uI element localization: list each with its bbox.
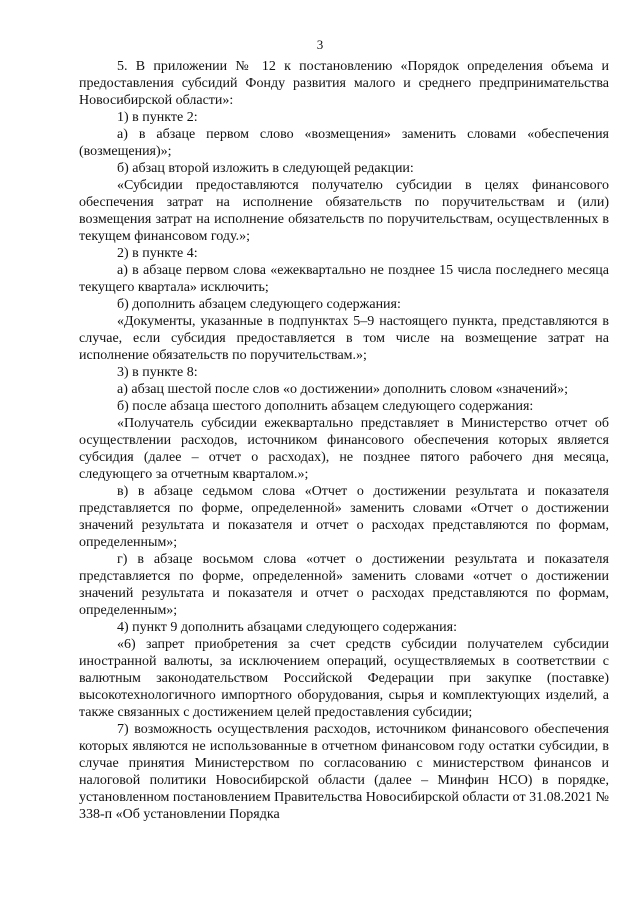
paragraph-point-1-a: а) в абзаце первом слово «возмещения» заменить словами «обеспечения (возмещения)»;	[79, 127, 609, 159]
paragraph-quote-documents: «Документы, указанные в подпунктах 5–9 настоящего пункта, представляются в случае, если субсидия предоставляется в том числе на возмещение затрат на исполнение обязательств по поручительствам.»;	[79, 314, 609, 363]
paragraph-quote-recipient-report: «Получатель субсидии ежеквартально представляет в Министерство отчет об осуществлении расходов, источником финансового обеспечения которых является субсидия (далее – отчет о расходах), не позднее пятого рабочего дня месяца, следующего за отчетным кварталом.»;	[79, 416, 609, 482]
paragraph-point-3-a: а) абзац шестой после слов «о достижении» дополнить словом «значений»;	[117, 382, 568, 397]
paragraph-point-2: 2) в пункте 4:	[117, 246, 198, 261]
paragraph-item-5-intro: 5. В приложении № 12 к постановлению «Порядок определения объема и предоставления субсидий Фонду развития малого и среднего предпринимательства Новосибирской области»:	[79, 59, 609, 108]
paragraph-point-2-a: а) в абзаце первом слова «ежеквартально не позднее 15 числа последнего месяца текущего квартала» исключить;	[79, 263, 609, 295]
paragraph-point-3-g: г) в абзаце восьмом слова «отчет о достижении результата и показателя представляется по форме, определенной» заменить словами «отчет о достижении значений результата и показателя и отчет о расходах представляются по формам, определенным»;	[79, 552, 609, 618]
page-number: 3	[316, 37, 324, 52]
paragraph-point-3-v: в) в абзаце седьмом слова «Отчет о достижении результата и показателя представляется по форме, определенной» заменить словами «Отчет о достижении значений результата и показателя и отчет о расходах представляются по формам, определенным»;	[79, 484, 609, 550]
paragraph-point-1: 1) в пункте 2:	[117, 110, 198, 125]
paragraph-point-3: 3) в пункте 8:	[117, 365, 198, 380]
paragraph-point-4: 4) пункт 9 дополнить абзацами следующего содержания:	[117, 620, 457, 635]
document-body	[79, 58, 609, 823]
paragraph-point-1-b: б) абзац второй изложить в следующей редакции:	[117, 161, 414, 176]
paragraph-quote-subsidies: «Субсидии предоставляются получателю субсидии в целях финансового обеспечения затрат на исполнение обязательств по поручительствам и (или) возмещения затрат на исполнение обязательств по поручительствам, осуществленных в текущем финансовом году.»;	[79, 178, 609, 244]
paragraph-point-2-b: б) дополнить абзацем следующего содержания:	[117, 297, 401, 312]
paragraph-quote-item-6: «6) запрет приобретения за счет средств субсидии получателем субсидии иностранной валюты, за исключением операций, осуществляемых в соответствии с валютным законодательством Российской Федерации при закупке (поставке) высокотехнологичного импортного оборудования, сырья и комплектующих изделий, а также связанных с достижением целей предоставления субсидии;	[79, 637, 609, 720]
paragraph-point-3-b: б) после абзаца шестого дополнить абзацем следующего содержания:	[117, 399, 534, 414]
paragraph-quote-item-7: 7) возможность осуществления расходов, источником финансового обеспечения которых являются не использованные в отчетном финансовом году остатки субсидии, в случае принятия Министерством по согласованию с министерством финансов и налоговой политики Новосибирской области (далее – Минфин НСО) в порядке, установленном постановлением Правительства Новосибирской области от 31.08.2021 № 338-п «Об установлении Порядка	[79, 722, 609, 822]
